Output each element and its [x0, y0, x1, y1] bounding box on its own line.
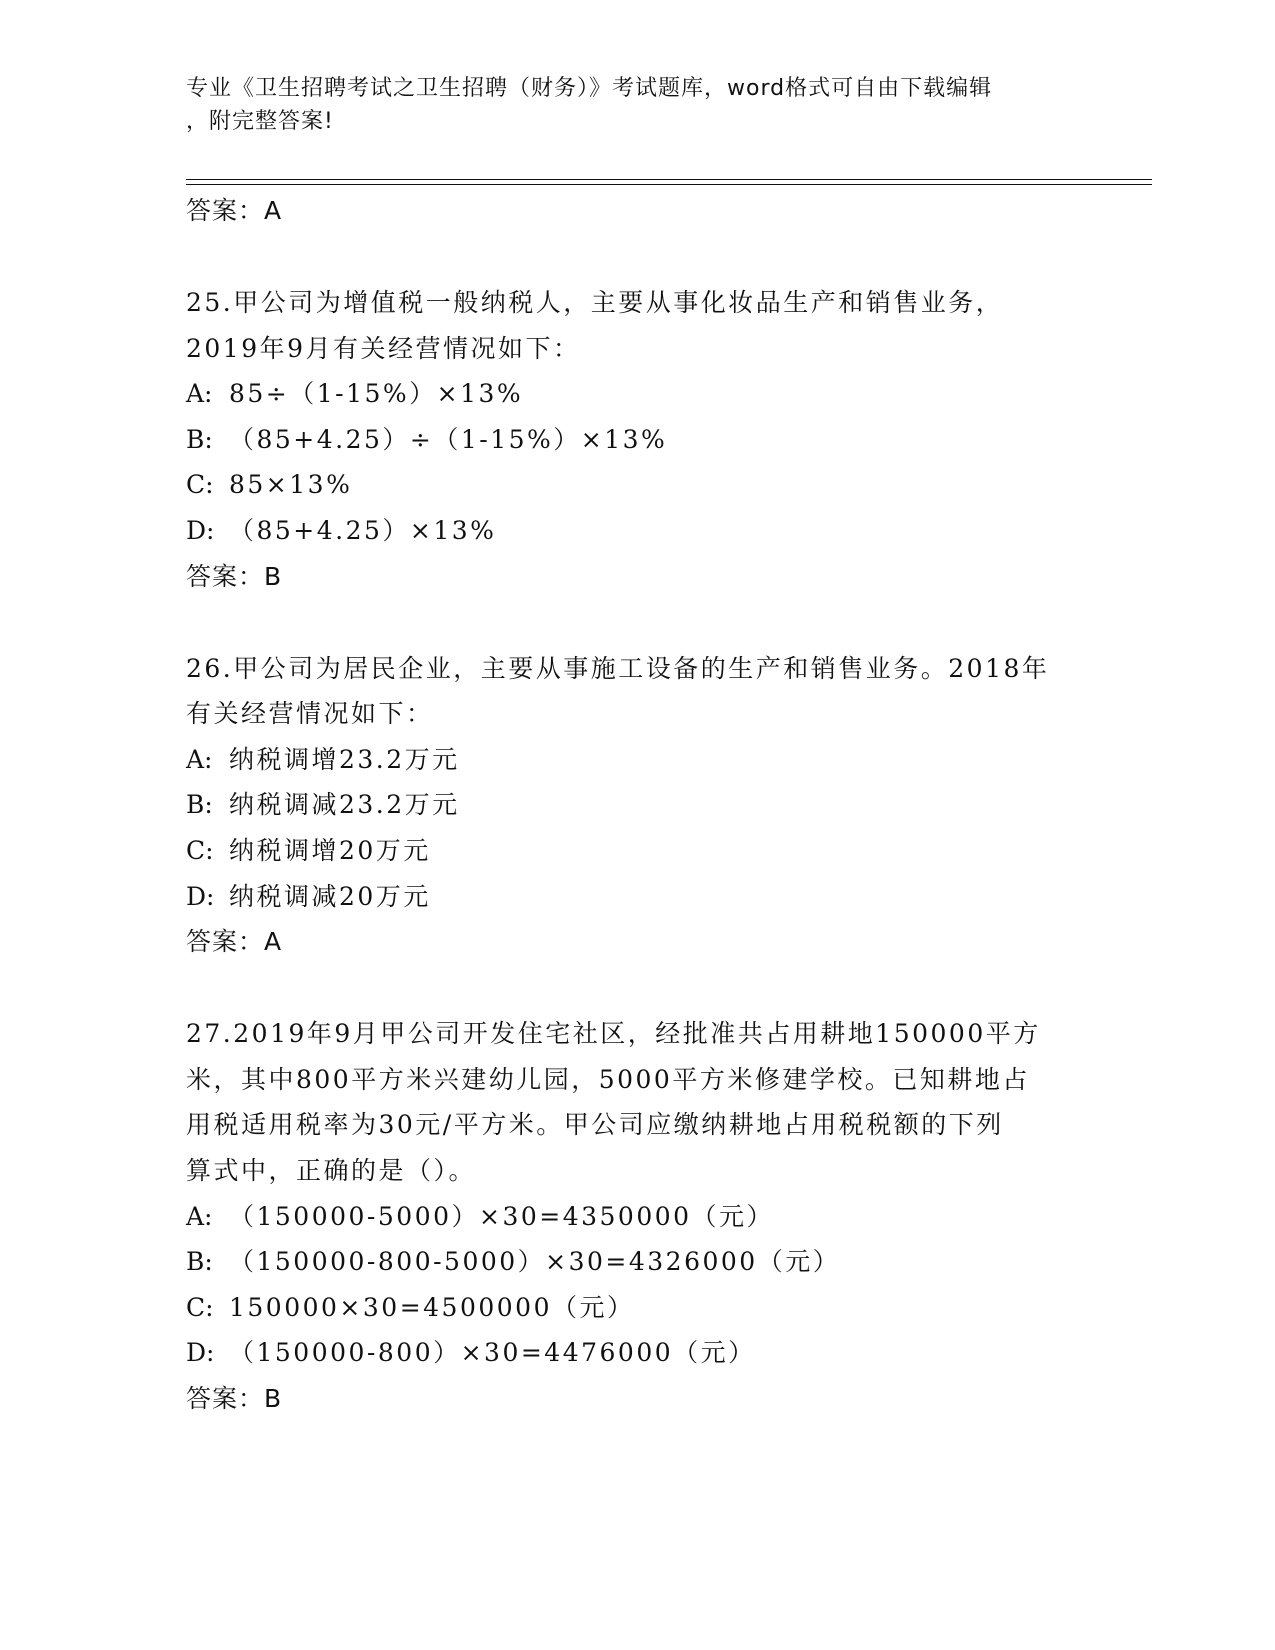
- option-letter: B:: [186, 790, 213, 820]
- option-d: [186, 1330, 1086, 1376]
- header-line-2: ，附完整答案!: [186, 109, 334, 134]
- document-header: [186, 72, 1066, 138]
- option-letter: D:: [186, 1338, 215, 1368]
- option-letter: D:: [186, 881, 215, 911]
- option-letter: C:: [186, 1292, 214, 1322]
- spacer: [186, 600, 1086, 646]
- question-stem-line: 米，其中800平方米兴建幼儿园，5000平方米修建学校。已知耕地占: [186, 1064, 1030, 1094]
- spacer: [186, 234, 1086, 280]
- option-text: （85+4.25）×13%: [229, 515, 497, 545]
- spacer: [186, 965, 1086, 1011]
- question-block-27: [186, 1011, 1086, 1422]
- option-letter: C:: [186, 835, 214, 865]
- question-stem-line: 有关经营情况如下：: [186, 699, 434, 729]
- question-stem-line: 25.甲公司为增值税一般纳税人，主要从事化妆品生产和销售业务，: [186, 288, 1004, 317]
- option-a: [186, 1194, 1086, 1240]
- option-c: [186, 1285, 1086, 1331]
- option-letter: C:: [186, 470, 214, 500]
- option-letter: D:: [186, 515, 215, 545]
- question-block-26: [186, 646, 1086, 966]
- option-text: （85+4.25）÷（1-15%）×13%: [229, 424, 668, 454]
- option-b: [186, 1239, 1086, 1285]
- option-b: [186, 417, 1086, 463]
- option-text: 150000×30=4500000（元）: [229, 1292, 635, 1322]
- option-text: 纳税调减20万元: [229, 881, 431, 911]
- option-text: 85÷（1-15%）×13%: [229, 379, 524, 409]
- option-b: [186, 782, 1086, 828]
- option-letter: B:: [186, 1247, 213, 1277]
- previous-answer: 答案：A: [186, 196, 283, 225]
- header-divider-top: [186, 179, 1152, 180]
- answer-line: 答案：B: [186, 1383, 283, 1413]
- question-stem-line: 26.甲公司为居民企业，主要从事施工设备的生产和销售业务。2018年: [186, 653, 1050, 683]
- option-a: [186, 737, 1086, 783]
- option-letter: A:: [186, 744, 213, 774]
- option-c: [186, 828, 1086, 874]
- header-divider-bottom: [186, 184, 1152, 185]
- option-letter: A:: [186, 1201, 213, 1231]
- question-list: [186, 188, 1086, 1422]
- question-block-25: [186, 280, 1086, 600]
- option-d: [186, 874, 1086, 920]
- option-text: （150000-800-5000）×30=4326000（元）: [229, 1247, 841, 1277]
- option-text: 纳税调减23.2万元: [229, 790, 460, 820]
- answer-line: 答案：A: [186, 927, 283, 957]
- option-text: 纳税调增23.2万元: [229, 744, 460, 774]
- option-text: 纳税调增20万元: [229, 835, 431, 865]
- question-stem-line: 27.2019年9月甲公司开发住宅社区，经批准共占用耕地150000平方: [186, 1019, 1041, 1049]
- question-stem-line: 算式中，正确的是（）。: [186, 1155, 477, 1185]
- option-text: （150000-5000）×30=4350000（元）: [229, 1201, 775, 1231]
- option-letter: A:: [186, 379, 213, 409]
- option-d: [186, 508, 1086, 554]
- option-letter: B:: [186, 424, 213, 454]
- question-stem-line: 2019年9月有关经营情况如下：: [186, 333, 581, 363]
- option-a: [186, 371, 1086, 417]
- option-text: 85×13%: [229, 470, 353, 500]
- header-line-1: 专业《卫生招聘考试之卫生招聘（财务）》考试题库，word格式可自由下载编辑: [186, 76, 993, 101]
- answer-line: 答案：B: [186, 561, 283, 591]
- question-stem-line: 用税适用税率为30元/平方米。甲公司应缴纳耕地占用税税额的下列: [186, 1110, 1004, 1140]
- option-c: [186, 462, 1086, 508]
- option-text: （150000-800）×30=4476000（元）: [229, 1338, 756, 1368]
